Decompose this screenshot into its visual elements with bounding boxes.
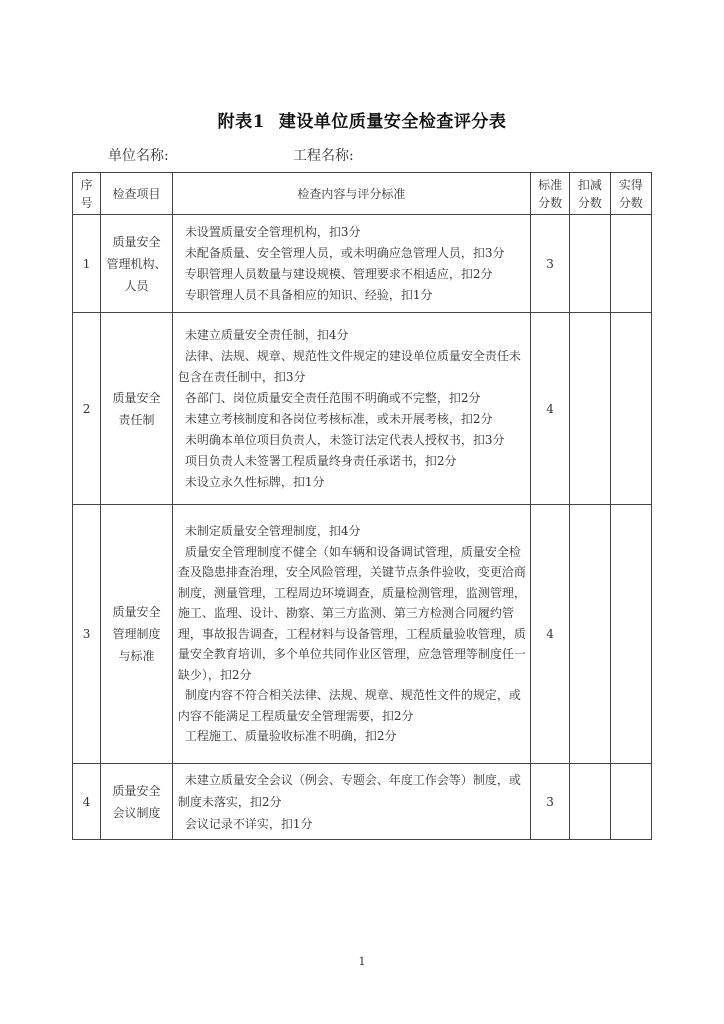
page-title [0,107,724,132]
score-table [72,172,652,840]
criterion: 未设置质量安全管理机构，扣3分 [184,224,361,239]
row-deducted-score-input[interactable] [570,313,610,505]
criterion: 未明确本单位项目负责人，未签订法定代表人授权书，扣3分 [184,432,505,447]
header-line: 实得 [618,177,643,192]
header-no-line: 号 [80,195,93,210]
criterion: 未配备质量、安全管理人员，或未明确应急管理人员，扣3分 [184,245,505,260]
row-deducted-score-input[interactable] [570,505,610,764]
header-item: 检查项目 [101,173,173,215]
criterion: 未设立永久性标牌，扣1分 [184,474,325,489]
header-no-line: 序 [80,177,93,192]
row-standard-score: 3 [530,215,569,313]
table-header-row [73,173,652,215]
criterion: 未建立质量安全责任制，扣4分 [184,327,349,342]
row-no: 3 [73,505,101,764]
row-content [172,313,530,505]
row-deducted-score-input[interactable] [570,764,610,840]
header-line: 分数 [618,195,643,210]
row-item [101,215,173,313]
row-actual-score-input[interactable] [610,505,651,764]
item-line: 质量安全 [112,605,161,619]
row-actual-score-input[interactable] [610,313,651,505]
row-content [172,215,530,313]
table-row [73,215,652,313]
row-standard-score: 3 [530,764,569,840]
item-line: 质量安全 [112,390,161,405]
header-line: 分数 [577,195,602,210]
item-line: 管理制度 [112,627,161,641]
header-line: 扣减 [577,177,602,192]
row-actual-score-input[interactable] [610,215,651,313]
item-line: 质量安全 [112,234,161,249]
criterion: 质量安全管理制度不健全（如车辆和设备调试管理，质量安全检查及隐患排查治理，安全风险管理，关键节点条件验收，变更洽商制度，测量管理，工程周边环境调查，质量检测管理，监测管理，施工、监理、设计、勘察、第三方监测、第三方检测合同履约管理，事故报告调查，工程材料与设备管理，工程质量验收管理，质量安全教育培训，多个单位共同作业区管理，应急管理等制度任一缺少），扣2分 [177,544,526,682]
table-row [73,313,652,505]
criterion: 会议记录不详实，扣1分 [184,816,313,831]
item-line: 会议制度 [112,805,161,820]
project-name-label: 工程名称: [293,148,354,164]
criterion: 专职管理人员不具备相应的知识、经验，扣1分 [184,287,433,302]
header-deducted-score [570,173,610,215]
row-deducted-score-input[interactable] [570,215,610,313]
item-line: 管理机构、 [106,256,167,271]
criterion: 未制定质量安全管理制度，扣4分 [184,524,361,539]
header-actual-score [610,173,651,215]
header-line: 分数 [538,195,563,210]
row-no: 2 [73,313,101,505]
criterion: 法律、法规、规章、规范性文件规定的建设单位质量安全责任未包含在责任制中，扣3分 [177,348,521,384]
row-content [172,505,530,764]
header-line: 标准 [538,177,563,192]
header-standard-score [530,173,569,215]
header-content: 检查内容与评分标准 [172,173,530,215]
row-no: 4 [73,764,101,840]
row-item [101,764,173,840]
title-prefix: 附表1 [217,112,265,132]
row-no: 1 [73,215,101,313]
table-row [73,764,652,840]
criterion: 未建立质量安全会议（例会、专题会、年度工作会等）制度，或制度未落实，扣2分 [177,772,521,809]
item-line: 质量安全 [112,783,161,798]
table-row [73,505,652,764]
item-line: 与标准 [118,649,155,663]
criterion: 专职管理人员数量与建设规模、管理要求不相适应，扣2分 [184,266,493,281]
criterion: 各部门、岗位质量安全责任范围不明确或不完整，扣2分 [184,390,481,405]
unit-name-label: 单位名称: [108,148,169,164]
criterion: 制度内容不符合相关法律、法规、规章、规范性文件的规定，或内容不能满足工程质量安全管理需要，扣2分 [177,688,521,723]
item-line: 责任制 [118,412,155,427]
criterion: 工程施工、质量验收标准不明确，扣2分 [184,729,397,744]
row-content [172,764,530,840]
criterion: 未建立考核制度和各岗位考核标准，或未开展考核，扣2分 [184,411,493,426]
row-item [101,505,173,764]
criterion: 项目负责人未签署工程质量终身责任承诺书，扣2分 [184,453,457,468]
item-line: 人员 [124,278,149,293]
page-number: 1 [358,955,366,968]
row-item [101,313,173,505]
header-no [73,173,101,215]
row-standard-score: 4 [530,313,569,505]
title-text: 建设单位质量安全检查评分表 [278,112,507,132]
row-standard-score: 4 [530,505,569,764]
row-actual-score-input[interactable] [610,764,651,840]
